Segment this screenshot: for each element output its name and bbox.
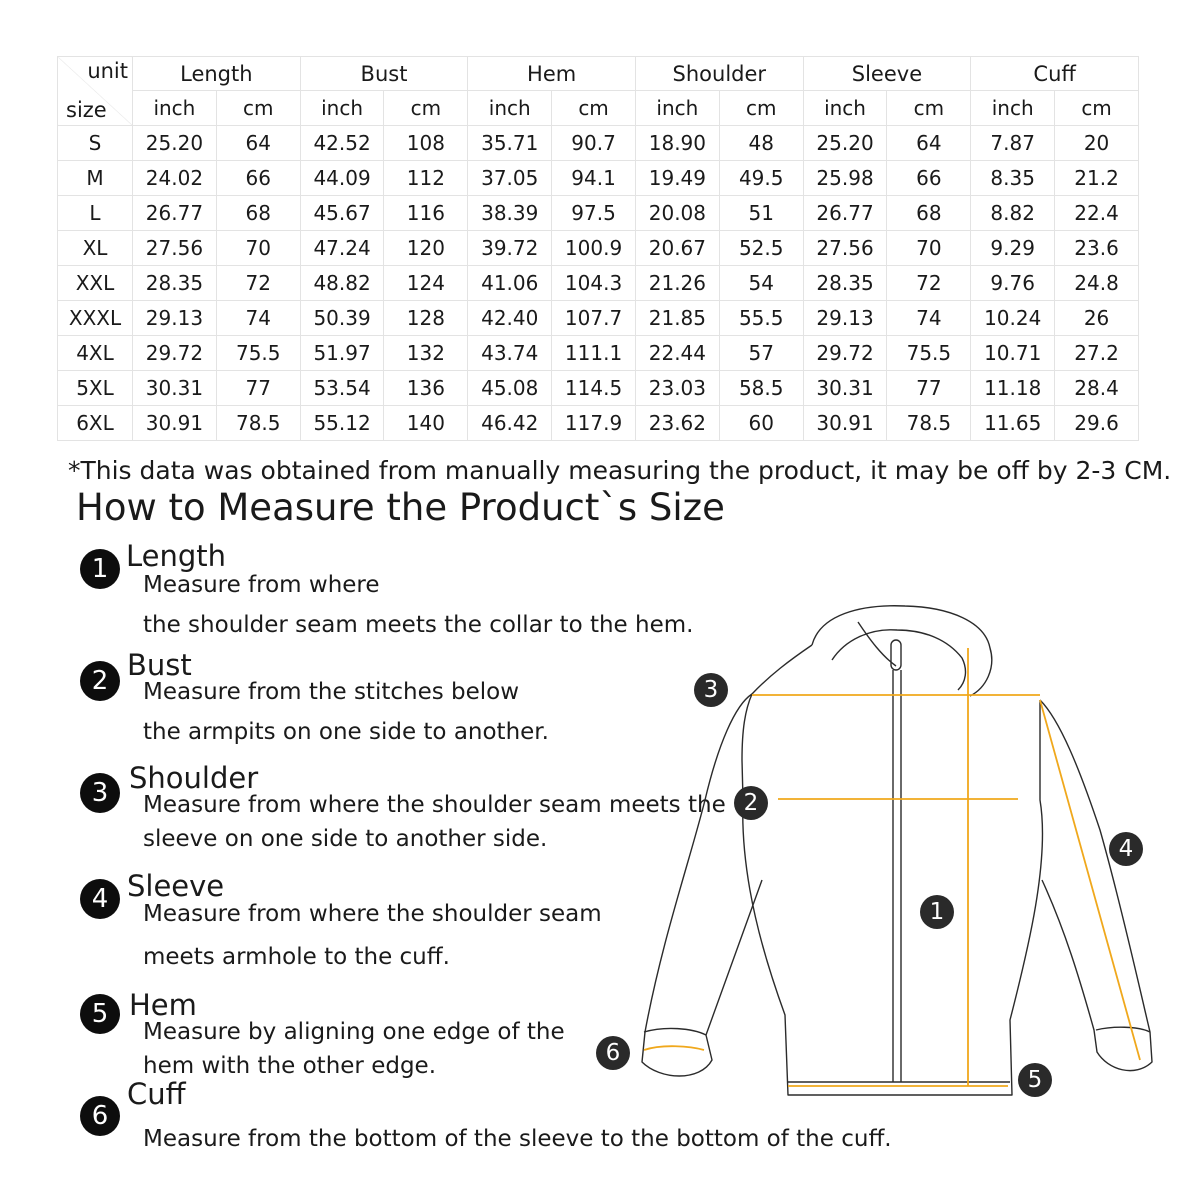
measurement-cell: 77 xyxy=(887,371,971,406)
measurement-cell: 42.52 xyxy=(300,126,384,161)
table-row xyxy=(58,266,1139,301)
measurement-cell: 44.09 xyxy=(300,161,384,196)
measurement-cell: 10.71 xyxy=(971,336,1055,371)
measurement-cell: 24.8 xyxy=(1055,266,1139,301)
measurement-cell: 75.5 xyxy=(216,336,300,371)
measurement-cell: 117.9 xyxy=(552,406,636,441)
size-chart-table xyxy=(57,56,1139,441)
diagram-marker-4: 4 xyxy=(1109,832,1143,866)
table-row xyxy=(58,196,1139,231)
measurement-cell: 45.67 xyxy=(300,196,384,231)
step-1-line-2: the shoulder seam meets the collar to the hem. xyxy=(143,612,694,638)
measurement-cell: 27.2 xyxy=(1055,336,1139,371)
size-label-cell: XXXL xyxy=(58,301,133,336)
unit-inch: inch xyxy=(468,91,552,126)
measurement-cell: 77 xyxy=(216,371,300,406)
measurement-cell: 23.62 xyxy=(635,406,719,441)
measurement-cell: 72 xyxy=(216,266,300,301)
measurement-cell: 26.77 xyxy=(803,196,887,231)
unit-inch: inch xyxy=(300,91,384,126)
size-label-cell: L xyxy=(58,196,133,231)
measurement-cell: 29.6 xyxy=(1055,406,1139,441)
howto-title: How to Measure the Product`s Size xyxy=(76,486,725,529)
measurement-cell: 11.18 xyxy=(971,371,1055,406)
measurement-cell: 43.74 xyxy=(468,336,552,371)
measurement-cell: 29.13 xyxy=(133,301,217,336)
measurement-cell: 9.29 xyxy=(971,231,1055,266)
size-label-cell: 4XL xyxy=(58,336,133,371)
measurement-cell: 66 xyxy=(216,161,300,196)
measurement-cell: 54 xyxy=(719,266,803,301)
cuff-line xyxy=(644,1046,704,1050)
measurement-cell: 120 xyxy=(384,231,468,266)
measurement-lines xyxy=(644,648,1140,1086)
step-5-title: Hem xyxy=(129,988,197,1022)
measurement-cell: 39.72 xyxy=(468,231,552,266)
step-1-badge: 1 xyxy=(80,549,120,589)
diagram-marker-6: 6 xyxy=(596,1036,630,1070)
measurement-cell: 108 xyxy=(384,126,468,161)
measurement-cell: 116 xyxy=(384,196,468,231)
measurement-cell: 72 xyxy=(887,266,971,301)
size-label-cell: XL xyxy=(58,231,133,266)
measurement-cell: 10.24 xyxy=(971,301,1055,336)
measurement-cell: 29.13 xyxy=(803,301,887,336)
measurement-cell: 30.91 xyxy=(133,406,217,441)
measurement-cell: 114.5 xyxy=(552,371,636,406)
header-length: Length xyxy=(133,57,301,91)
measurement-cell: 28.4 xyxy=(1055,371,1139,406)
measurement-cell: 68 xyxy=(887,196,971,231)
measurement-cell: 20.67 xyxy=(635,231,719,266)
measurement-cell: 38.39 xyxy=(468,196,552,231)
measurement-cell: 74 xyxy=(216,301,300,336)
table-row xyxy=(58,231,1139,266)
table-row xyxy=(58,406,1139,441)
measurement-cell: 28.35 xyxy=(803,266,887,301)
size-label-cell: S xyxy=(58,126,133,161)
unit-inch: inch xyxy=(635,91,719,126)
measurement-cell: 21.26 xyxy=(635,266,719,301)
measurement-cell: 25.20 xyxy=(133,126,217,161)
corner-unit-label: unit xyxy=(87,59,128,83)
measurement-cell: 48 xyxy=(719,126,803,161)
sleeve-line xyxy=(1040,700,1140,1060)
measurement-cell: 23.6 xyxy=(1055,231,1139,266)
table-header-groups xyxy=(58,57,1139,91)
measurement-cell: 26.77 xyxy=(133,196,217,231)
step-5-badge: 5 xyxy=(80,994,120,1034)
measurement-cell: 30.31 xyxy=(803,371,887,406)
measurement-cell: 49.5 xyxy=(719,161,803,196)
measurement-cell: 29.72 xyxy=(133,336,217,371)
unit-cm: cm xyxy=(1055,91,1139,126)
measurement-cell: 51 xyxy=(719,196,803,231)
step-2-line-2: the armpits on one side to another. xyxy=(143,719,549,745)
measurement-cell: 52.5 xyxy=(719,231,803,266)
unit-cm: cm xyxy=(887,91,971,126)
header-sleeve: Sleeve xyxy=(803,57,971,91)
measurement-cell: 94.1 xyxy=(552,161,636,196)
step-4-line-1: Measure from where the shoulder seam xyxy=(143,901,602,927)
step-2-line-1: Measure from the stitches below xyxy=(143,679,520,705)
step-3-title: Shoulder xyxy=(129,761,259,795)
unit-cm: cm xyxy=(384,91,468,126)
size-label-cell: 5XL xyxy=(58,371,133,406)
step-6-line-1: Measure from the bottom of the sleeve to the bottom of the cuff. xyxy=(143,1126,892,1152)
step-5-line-2: hem with the other edge. xyxy=(143,1053,437,1079)
diagram-marker-2: 2 xyxy=(734,786,768,820)
measurement-cell: 22.44 xyxy=(635,336,719,371)
unit-inch: inch xyxy=(971,91,1055,126)
measurement-cell: 140 xyxy=(384,406,468,441)
measurement-cell: 30.91 xyxy=(803,406,887,441)
header-hem: Hem xyxy=(468,57,636,91)
measurement-cell: 21.85 xyxy=(635,301,719,336)
header-bust: Bust xyxy=(300,57,468,91)
measurement-cell: 46.42 xyxy=(468,406,552,441)
measurement-cell: 78.5 xyxy=(887,406,971,441)
measurement-note: *This data was obtained from manually measuring the product, it may be off by 2-3 CM. xyxy=(68,456,1172,485)
measurement-cell: 104.3 xyxy=(552,266,636,301)
measurement-cell: 112 xyxy=(384,161,468,196)
measurement-cell: 41.06 xyxy=(468,266,552,301)
measurement-cell: 42.40 xyxy=(468,301,552,336)
step-3-badge: 3 xyxy=(80,773,120,813)
measurement-cell: 66 xyxy=(887,161,971,196)
diagram-marker-3: 3 xyxy=(694,673,728,707)
measurement-cell: 25.20 xyxy=(803,126,887,161)
step-1-line-1: Measure from where xyxy=(143,572,380,598)
table-row xyxy=(58,126,1139,161)
measurement-cell: 97.5 xyxy=(552,196,636,231)
measurement-cell: 124 xyxy=(384,266,468,301)
unit-cm: cm xyxy=(216,91,300,126)
table-body xyxy=(58,126,1139,441)
measurement-cell: 27.56 xyxy=(803,231,887,266)
measurement-cell: 51.97 xyxy=(300,336,384,371)
measurement-cell: 70 xyxy=(887,231,971,266)
measurement-cell: 37.05 xyxy=(468,161,552,196)
unit-inch: inch xyxy=(803,91,887,126)
measurement-cell: 29.72 xyxy=(803,336,887,371)
step-2-badge: 2 xyxy=(80,661,120,701)
measurement-cell: 9.76 xyxy=(971,266,1055,301)
measurement-cell: 48.82 xyxy=(300,266,384,301)
measurement-cell: 8.35 xyxy=(971,161,1055,196)
step-4-title: Sleeve xyxy=(127,869,225,903)
table-corner-cell xyxy=(58,57,133,126)
measurement-cell: 19.49 xyxy=(635,161,719,196)
step-4-badge: 4 xyxy=(80,879,120,919)
measurement-cell: 50.39 xyxy=(300,301,384,336)
step-6-badge: 6 xyxy=(80,1096,120,1136)
measurement-cell: 18.90 xyxy=(635,126,719,161)
measurement-cell: 55.5 xyxy=(719,301,803,336)
measurement-cell: 35.71 xyxy=(468,126,552,161)
table-row xyxy=(58,301,1139,336)
measurement-cell: 27.56 xyxy=(133,231,217,266)
header-shoulder: Shoulder xyxy=(635,57,803,91)
measurement-cell: 70 xyxy=(216,231,300,266)
corner-size-label: size xyxy=(66,98,107,122)
measurement-cell: 60 xyxy=(719,406,803,441)
size-label-cell: M xyxy=(58,161,133,196)
measurement-cell: 30.31 xyxy=(133,371,217,406)
header-cuff: Cuff xyxy=(971,57,1139,91)
table-row xyxy=(58,336,1139,371)
measurement-cell: 100.9 xyxy=(552,231,636,266)
measurement-cell: 21.2 xyxy=(1055,161,1139,196)
step-3-line-2: sleeve on one side to another side. xyxy=(143,826,548,852)
table-header-units xyxy=(58,91,1139,126)
measurement-cell: 22.4 xyxy=(1055,196,1139,231)
measurement-cell: 111.1 xyxy=(552,336,636,371)
measurement-cell: 90.7 xyxy=(552,126,636,161)
measurement-cell: 26 xyxy=(1055,301,1139,336)
measurement-cell: 7.87 xyxy=(971,126,1055,161)
measurement-cell: 132 xyxy=(384,336,468,371)
measurement-cell: 11.65 xyxy=(971,406,1055,441)
measurement-cell: 128 xyxy=(384,301,468,336)
measurement-cell: 64 xyxy=(887,126,971,161)
measurement-cell: 53.54 xyxy=(300,371,384,406)
step-1-title: Length xyxy=(126,539,227,573)
measurement-cell: 58.5 xyxy=(719,371,803,406)
measurement-cell: 55.12 xyxy=(300,406,384,441)
unit-cm: cm xyxy=(719,91,803,126)
measurement-cell: 25.98 xyxy=(803,161,887,196)
measurement-cell: 8.82 xyxy=(971,196,1055,231)
measurement-cell: 23.03 xyxy=(635,371,719,406)
diagram-marker-1: 1 xyxy=(920,895,954,929)
measurement-cell: 28.35 xyxy=(133,266,217,301)
measurement-cell: 75.5 xyxy=(887,336,971,371)
measurement-cell: 24.02 xyxy=(133,161,217,196)
size-label-cell: 6XL xyxy=(58,406,133,441)
table-row xyxy=(58,161,1139,196)
size-label-cell: XXL xyxy=(58,266,133,301)
diagram-marker-5: 5 xyxy=(1018,1063,1052,1097)
measurement-cell: 20 xyxy=(1055,126,1139,161)
unit-inch: inch xyxy=(133,91,217,126)
jacket-diagram xyxy=(600,590,1170,1110)
measurement-cell: 20.08 xyxy=(635,196,719,231)
measurement-cell: 45.08 xyxy=(468,371,552,406)
step-6-title: Cuff xyxy=(127,1077,186,1111)
measurement-cell: 64 xyxy=(216,126,300,161)
measurement-cell: 47.24 xyxy=(300,231,384,266)
measurement-cell: 136 xyxy=(384,371,468,406)
measurement-cell: 74 xyxy=(887,301,971,336)
measurement-cell: 78.5 xyxy=(216,406,300,441)
step-5-line-1: Measure by aligning one edge of the xyxy=(143,1019,565,1045)
measurement-cell: 68 xyxy=(216,196,300,231)
step-4-line-2: meets armhole to the cuff. xyxy=(143,944,450,970)
unit-cm: cm xyxy=(552,91,636,126)
measurement-cell: 107.7 xyxy=(552,301,636,336)
table-row xyxy=(58,371,1139,406)
measurement-cell: 57 xyxy=(719,336,803,371)
step-3-line-1: Measure from where the shoulder seam meets the xyxy=(143,792,726,818)
step-2-title: Bust xyxy=(127,648,192,682)
